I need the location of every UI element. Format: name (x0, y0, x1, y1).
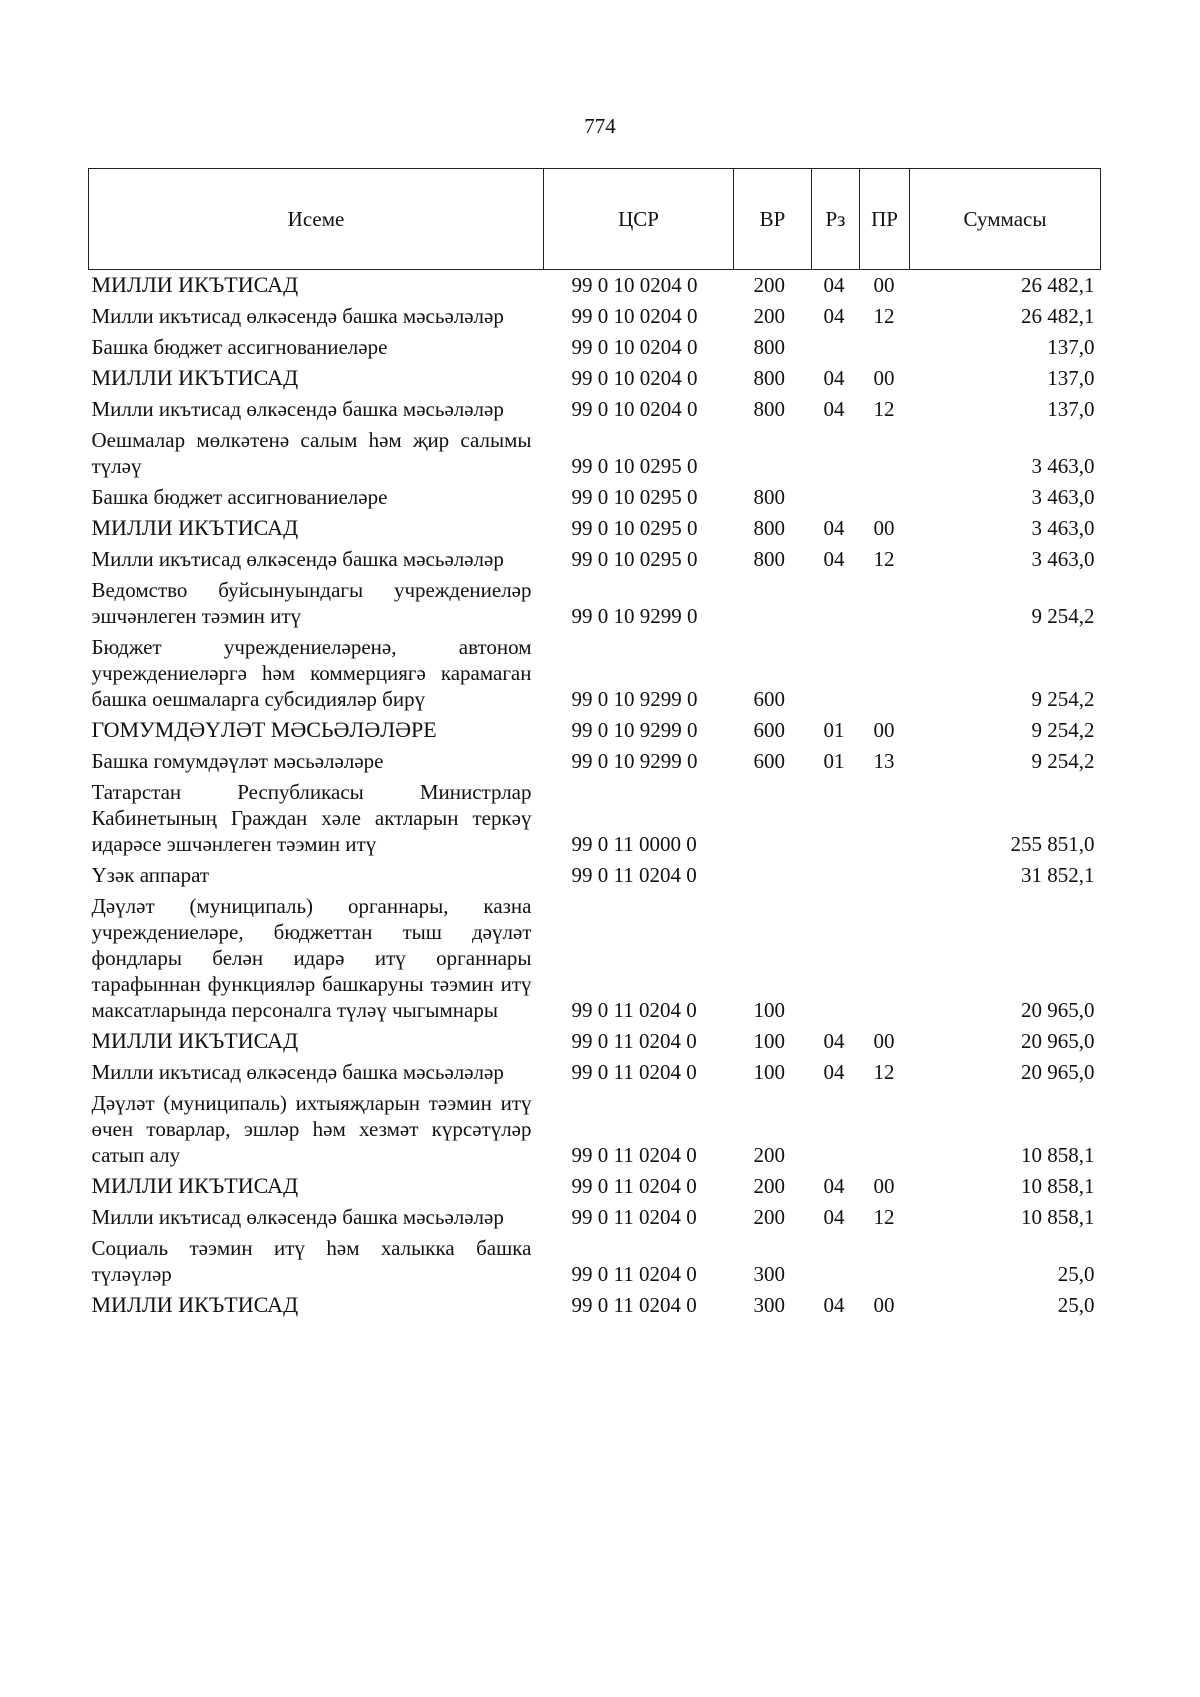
cell-name: Башка гомумдәүләт мәсьәләләре (91, 749, 384, 773)
cell-vr: 800 (753, 547, 785, 571)
cell-csr: 99 0 10 0295 0 (571, 485, 698, 509)
table-row (89, 1171, 1101, 1202)
cell-vr: 800 (753, 485, 785, 509)
cell-sum: 137,0 (1047, 335, 1095, 359)
cell-sum: 25,0 (1057, 1293, 1095, 1317)
cell-pr (860, 860, 910, 891)
cell-sum: 3 463,0 (1031, 516, 1095, 540)
cell-name: МИЛЛИ ИКЪТИСАД (91, 515, 299, 540)
cell-rz: 04 (823, 1174, 845, 1198)
cell-pr (860, 332, 910, 363)
cell-csr: 99 0 11 0204 0 (571, 1205, 697, 1229)
table-row (89, 513, 1101, 544)
cell-vr: 300 (753, 1262, 785, 1286)
table-row (89, 1026, 1101, 1057)
cell-csr: 99 0 11 0204 0 (571, 1262, 697, 1286)
cell-rz: 04 (823, 304, 845, 328)
cell-csr: 99 0 11 0204 0 (571, 1060, 697, 1084)
table-row (89, 1290, 1101, 1321)
cell-vr (734, 425, 812, 482)
cell-vr: 800 (753, 397, 785, 421)
cell-name: МИЛЛИ ИКЪТИСАД (91, 1028, 299, 1053)
cell-csr: 99 0 11 0204 0 (571, 863, 697, 887)
cell-name: МИЛЛИ ИКЪТИСАД (91, 1292, 299, 1317)
cell-sum: 25,0 (1057, 1262, 1095, 1286)
table-row (89, 746, 1101, 777)
table-row (89, 632, 1101, 715)
cell-name: Дәүләт (муниципаль) ихтыяҗларын тәэмин итү өчен товарлар, эшләр һәм хезмәт күрсәтүләр сатып алу (91, 1091, 532, 1167)
cell-vr: 600 (753, 749, 785, 773)
cell-csr: 99 0 11 0204 0 (571, 1174, 697, 1198)
cell-rz: 04 (823, 1029, 845, 1053)
cell-sum: 26 482,1 (1021, 273, 1095, 297)
cell-name: Оешмалар мөлкәтенә салым һәм җир салымы түләү (91, 428, 532, 478)
cell-name: Милли икътисад өлкәсендә башка мәсьәләләр (91, 547, 504, 571)
cell-rz: 04 (823, 1205, 845, 1229)
cell-rz (812, 860, 860, 891)
cell-rz: 04 (823, 1060, 845, 1084)
cell-pr: 12 (873, 304, 895, 328)
cell-sum: 9 254,2 (1031, 604, 1095, 628)
cell-vr: 800 (753, 516, 785, 540)
cell-name: Бюджет учреждениеләренә, автоном учреждениеләргә һәм коммерциягә карамаган башка оешмаларга субсидияләр бирү (91, 635, 532, 711)
cell-rz: 01 (823, 749, 845, 773)
cell-rz (812, 891, 860, 1026)
table-row (89, 1233, 1101, 1290)
cell-sum: 255 851,0 (1010, 832, 1095, 856)
cell-sum: 31 852,1 (1021, 863, 1095, 887)
cell-pr: 00 (873, 718, 895, 742)
cell-pr (860, 482, 910, 513)
table-row (89, 715, 1101, 746)
cell-name: Башка бюджет ассигнованиеләре (91, 335, 388, 359)
cell-name: Ведомство буйсынуындагы учреждениеләр эшчәнлеген тәэмин итү (91, 578, 532, 628)
table-body (89, 270, 1101, 1322)
budget-table-container (88, 168, 1100, 1321)
cell-pr: 00 (873, 516, 895, 540)
cell-rz: 04 (823, 1293, 845, 1317)
cell-csr: 99 0 10 9299 0 (571, 749, 698, 773)
cell-sum: 3 463,0 (1031, 547, 1095, 571)
cell-name: Милли икътисад өлкәсендә башка мәсьәләләр (91, 397, 504, 421)
header-csr: ЦСР (544, 169, 734, 270)
cell-pr: 12 (873, 1205, 895, 1229)
table-row (89, 301, 1101, 332)
cell-name: Социаль тәэмин итү һәм халыкка башка түләүләр (91, 1236, 532, 1286)
budget-table (88, 168, 1101, 1321)
cell-pr: 13 (873, 749, 895, 773)
cell-sum: 26 482,1 (1021, 304, 1095, 328)
cell-csr: 99 0 10 0204 0 (571, 335, 698, 359)
cell-pr: 00 (873, 366, 895, 390)
cell-csr: 99 0 11 0204 0 (571, 1029, 697, 1053)
table-row (89, 482, 1101, 513)
table-row (89, 270, 1101, 302)
header-name: Исеме (89, 169, 544, 270)
cell-rz (812, 482, 860, 513)
table-row (89, 1088, 1101, 1171)
page-number: 774 (584, 114, 616, 138)
cell-rz: 01 (823, 718, 845, 742)
table-row (89, 425, 1101, 482)
cell-rz (812, 777, 860, 860)
cell-name: МИЛЛИ ИКЪТИСАД (91, 1173, 299, 1198)
cell-csr: 99 0 11 0000 0 (571, 832, 697, 856)
cell-csr: 99 0 10 0204 0 (571, 397, 698, 421)
cell-pr: 00 (873, 1293, 895, 1317)
cell-pr (860, 632, 910, 715)
table-row (89, 860, 1101, 891)
cell-vr: 200 (753, 304, 785, 328)
cell-csr: 99 0 10 9299 0 (571, 718, 698, 742)
cell-pr: 12 (873, 397, 895, 421)
cell-rz (812, 1233, 860, 1290)
cell-sum: 137,0 (1047, 397, 1095, 421)
cell-rz (812, 575, 860, 632)
cell-name: Милли икътисад өлкәсендә башка мәсьәләләр (91, 1060, 504, 1084)
cell-name: МИЛЛИ ИКЪТИСАД (91, 272, 299, 297)
cell-pr: 12 (873, 547, 895, 571)
cell-vr: 800 (753, 335, 785, 359)
cell-sum: 9 254,2 (1031, 749, 1095, 773)
cell-rz (812, 332, 860, 363)
cell-pr (860, 777, 910, 860)
cell-vr: 200 (753, 1205, 785, 1229)
cell-rz: 04 (823, 547, 845, 571)
cell-name: Үзәк аппарат (91, 863, 210, 887)
cell-vr: 200 (753, 1174, 785, 1198)
cell-vr: 600 (753, 718, 785, 742)
cell-pr (860, 425, 910, 482)
cell-vr: 800 (753, 366, 785, 390)
cell-rz (812, 632, 860, 715)
cell-csr: 99 0 11 0204 0 (571, 1143, 697, 1167)
cell-sum: 20 965,0 (1021, 1060, 1095, 1084)
cell-pr (860, 1233, 910, 1290)
cell-vr: 100 (753, 1060, 785, 1084)
table-row (89, 777, 1101, 860)
cell-csr: 99 0 11 0204 0 (571, 1293, 697, 1317)
cell-sum: 20 965,0 (1021, 1029, 1095, 1053)
table-row (89, 332, 1101, 363)
cell-csr: 99 0 10 0295 0 (571, 454, 698, 478)
table-header (89, 169, 1101, 270)
cell-name: Дәүләт (муниципаль) органнары, казна учреждениеләре, бюджеттан тыш дәүләт фондлары белән идарә итү органнары тарафыннан функцияләр башкаруны тәэмин итү максатларында персоналга түләү чыгымнары (91, 894, 532, 1022)
cell-sum: 20 965,0 (1021, 998, 1095, 1022)
cell-pr: 00 (873, 1174, 895, 1198)
cell-vr: 300 (753, 1293, 785, 1317)
cell-csr: 99 0 10 0204 0 (571, 273, 698, 297)
cell-name: Милли икътисад өлкәсендә башка мәсьәләләр (91, 1205, 504, 1229)
cell-rz (812, 1088, 860, 1171)
cell-vr (734, 575, 812, 632)
cell-rz: 04 (823, 366, 845, 390)
cell-vr (734, 777, 812, 860)
cell-sum: 3 463,0 (1031, 485, 1095, 509)
table-row (89, 1202, 1101, 1233)
cell-csr: 99 0 10 0295 0 (571, 547, 698, 571)
cell-pr: 12 (873, 1060, 895, 1084)
cell-csr: 99 0 10 0295 0 (571, 516, 698, 540)
cell-sum: 137,0 (1047, 366, 1095, 390)
cell-sum: 10 858,1 (1021, 1174, 1095, 1198)
header-rz: Рз (812, 169, 860, 270)
cell-pr: 00 (873, 273, 895, 297)
cell-pr (860, 891, 910, 1026)
cell-vr: 200 (753, 273, 785, 297)
header-vr: ВР (734, 169, 812, 270)
cell-vr (734, 860, 812, 891)
cell-pr (860, 1088, 910, 1171)
cell-rz: 04 (823, 397, 845, 421)
cell-pr: 00 (873, 1029, 895, 1053)
cell-name: МИЛЛИ ИКЪТИСАД (91, 365, 299, 390)
cell-sum: 9 254,2 (1031, 687, 1095, 711)
cell-csr: 99 0 10 9299 0 (571, 687, 698, 711)
cell-vr: 200 (753, 1143, 785, 1167)
cell-sum: 3 463,0 (1031, 454, 1095, 478)
cell-vr: 600 (753, 687, 785, 711)
table-row (89, 575, 1101, 632)
cell-csr: 99 0 10 9299 0 (571, 604, 698, 628)
cell-name: Татарстан Республикасы Министрлар Кабинетының Граждан хәле актларын теркәү идарәсе эшчәнлеген тәэмин итү (91, 780, 532, 856)
cell-name: ГОМУМДӘҮЛӘТ МӘСЬӘЛӘЛӘРЕ (91, 717, 437, 742)
cell-vr: 100 (753, 998, 785, 1022)
header-pr: ПР (860, 169, 910, 270)
cell-pr (860, 575, 910, 632)
cell-rz: 04 (823, 273, 845, 297)
cell-sum: 10 858,1 (1021, 1205, 1095, 1229)
cell-name: Башка бюджет ассигнованиеләре (91, 485, 388, 509)
cell-name: Милли икътисад өлкәсендә башка мәсьәләләр (91, 304, 504, 328)
cell-csr: 99 0 10 0204 0 (571, 366, 698, 390)
table-row (89, 1057, 1101, 1088)
cell-sum: 9 254,2 (1031, 718, 1095, 742)
cell-csr: 99 0 10 0204 0 (571, 304, 698, 328)
table-row (89, 544, 1101, 575)
cell-vr: 100 (753, 1029, 785, 1053)
cell-csr: 99 0 11 0204 0 (571, 998, 697, 1022)
header-sum: Суммасы (910, 169, 1101, 270)
table-row (89, 891, 1101, 1026)
cell-rz (812, 425, 860, 482)
table-row (89, 394, 1101, 425)
cell-sum: 10 858,1 (1021, 1143, 1095, 1167)
table-row (89, 363, 1101, 394)
cell-rz: 04 (823, 516, 845, 540)
